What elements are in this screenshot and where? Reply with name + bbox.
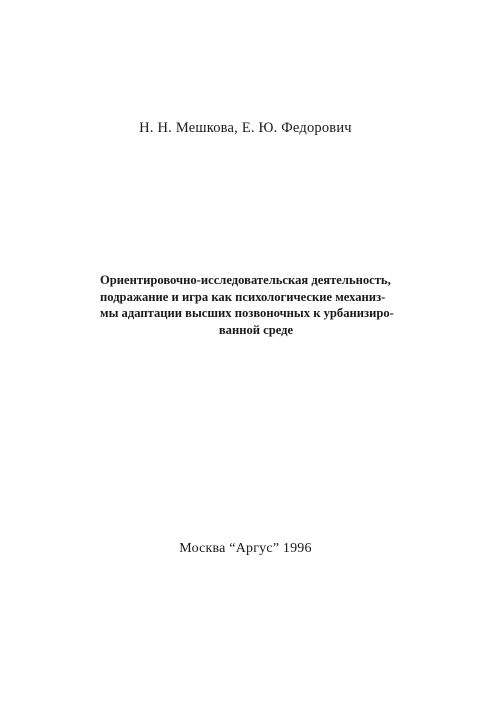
title-line-3: мы адаптации высших позвоночных к урбанизиро-: [100, 306, 394, 320]
title-line-4: ванной среде: [218, 322, 294, 337]
title-line-2: подражание и игра как психологические механиз-: [100, 289, 386, 304]
imprint: Москва “Аргус” 1996: [179, 541, 312, 556]
title-line-1: Ориентировочно-исследовательская деятельность,: [100, 273, 391, 287]
book-title: [100, 272, 412, 338]
authors: Н. Н. Мешкова, Е. Ю. Федорович: [139, 120, 352, 136]
